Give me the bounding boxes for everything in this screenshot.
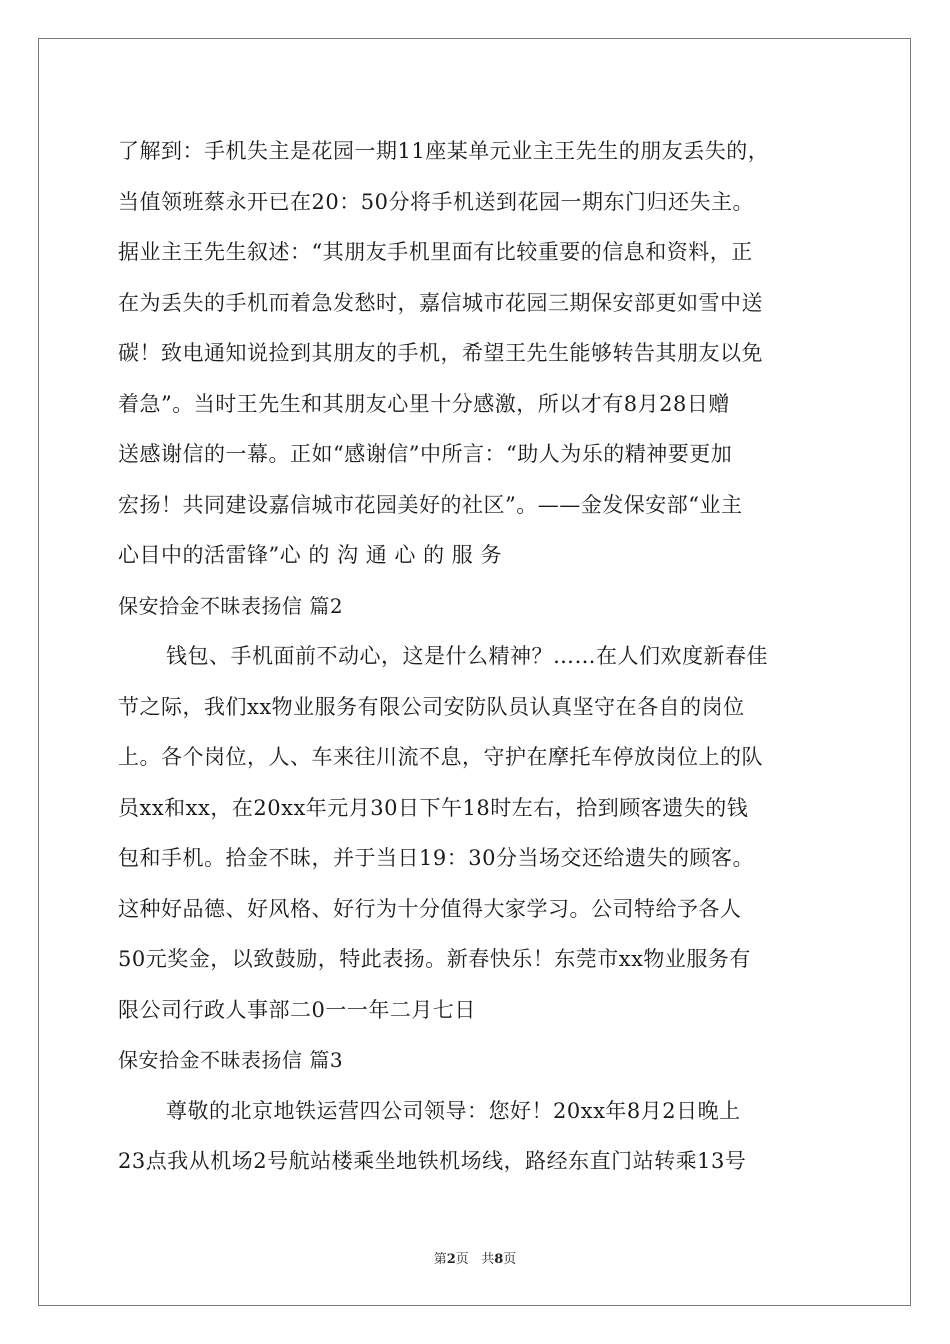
footer-prefix: 第 bbox=[433, 1252, 447, 1267]
footer-mid: 页 共 bbox=[455, 1252, 495, 1267]
text-line: 据业主王先生叙述：“其朋友手机里面有比较重要的信息和资料，正 bbox=[118, 240, 753, 264]
document-body bbox=[118, 126, 838, 1187]
text-line: 50元奖金，以致鼓励，特此表扬。新春快乐！东莞市xx物业服务有 bbox=[118, 947, 751, 971]
text-line: 送感谢信的一幕。正如“感谢信”中所言：“助人为乐的精神要更加 bbox=[118, 442, 733, 466]
text-line: 钱包、手机面前不动心，这是什么精神？……在人们欢度新春佳 bbox=[166, 644, 768, 668]
paragraph-2 bbox=[118, 631, 838, 1035]
text-line: 了解到：手机失主是花园一期11座某单元业主王先生的朋友丢失的， bbox=[118, 139, 770, 163]
text-line: 这种好品德、好风格、好行为十分值得大家学习。公司特给予各人 bbox=[118, 896, 742, 921]
paragraph-1 bbox=[118, 126, 838, 581]
section-heading-3: 保安拾金不昧表扬信 篇3 bbox=[118, 1048, 344, 1072]
text-line: 上。各个岗位，人、车来往川流不息，守护在摩托车停放岗位上的队 bbox=[118, 745, 763, 769]
text-line: 在为丢失的手机而着急发愁时，嘉信城市花园三期保安部更如雪中送 bbox=[118, 290, 763, 315]
footer-suffix: 页 bbox=[503, 1252, 517, 1267]
text-line: 尊敬的北京地铁运营四公司领导：您好！20xx年8月2日晚上 bbox=[166, 1098, 741, 1123]
text-line: 心目中的活雷锋”心 的 沟 通 心 的 服 务 bbox=[118, 543, 502, 567]
text-line: 员xx和xx，在20xx年元月30日下午18时左右，拾到顾客遗失的钱 bbox=[118, 795, 749, 820]
text-line: 碳！致电通知说捡到其朋友的手机，希望王先生能够转告其朋友以免 bbox=[118, 341, 763, 365]
text-line: 限公司行政人事部二0一一年二月七日 bbox=[118, 997, 476, 1022]
text-line: 着急”。当时王先生和其朋友心里十分感激，所以才有8月28日赠 bbox=[118, 391, 730, 416]
current-page-number: 2 bbox=[446, 1252, 456, 1267]
page-footer bbox=[0, 1248, 950, 1267]
paragraph-3 bbox=[118, 1086, 838, 1187]
text-line: 节之际，我们xx物业服务有限公司安防队员认真坚守在各自的岗位 bbox=[118, 694, 745, 719]
total-page-number: 8 bbox=[494, 1252, 504, 1267]
text-line: 当值领班蔡永开已在20：50分将手机送到花园一期东门归还失主。 bbox=[118, 189, 754, 214]
text-line: 宏扬！共同建设嘉信城市花园美好的社区”。——金发保安部“业主 bbox=[118, 492, 743, 517]
section-heading-2: 保安拾金不昧表扬信 篇2 bbox=[118, 593, 344, 618]
text-line: 23点我从机场2号航站楼乘坐地铁机场线，路经东直门站转乘13号 bbox=[118, 1149, 747, 1173]
text-line: 包和手机。拾金不昧，并于当日19：30分当场交还给遗失的顾客。 bbox=[118, 846, 754, 870]
